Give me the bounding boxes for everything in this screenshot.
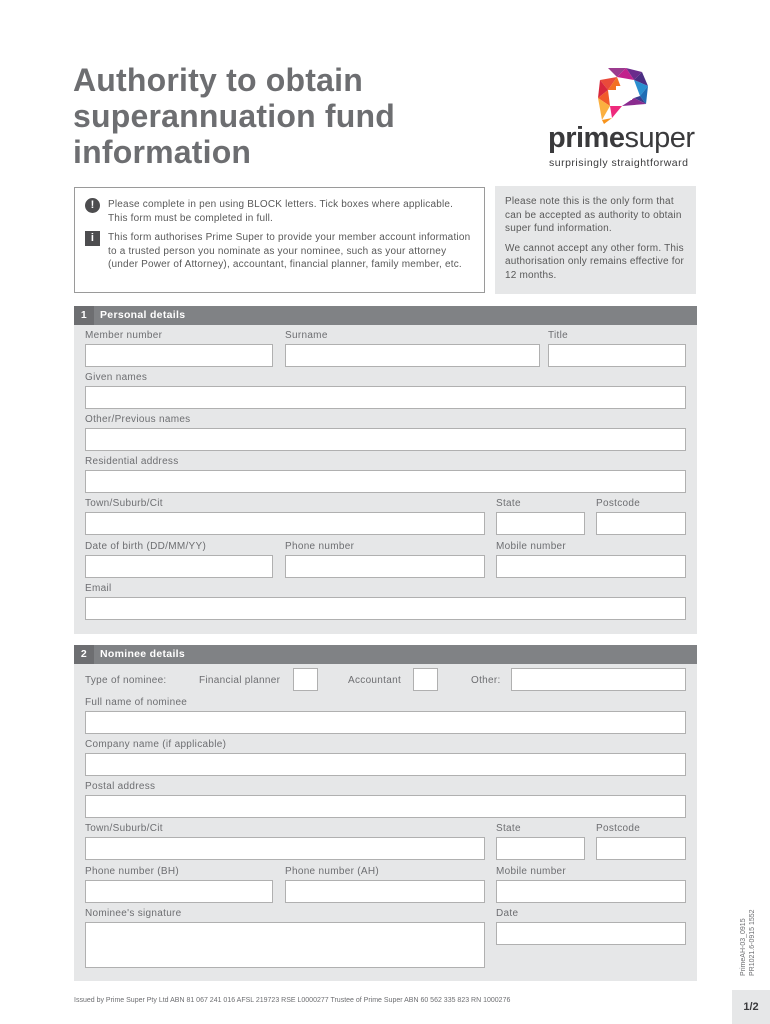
dob-label: Date of birth (DD/MM/YY) [85, 541, 207, 552]
date-label: Date [496, 908, 519, 919]
mobile-input[interactable] [496, 555, 686, 578]
nominee-name-input[interactable] [85, 711, 686, 734]
accountant-label: Accountant [348, 675, 402, 686]
exclamation-icon: ! [85, 198, 100, 213]
date-input[interactable] [496, 922, 686, 945]
other-input[interactable] [511, 668, 686, 691]
section-title: Personal details [100, 309, 186, 321]
issuer-footer: Issued by Prime Super Pty Ltd ABN 81 067 241 016 AFSL 219723 RSE L0000277 Trustee of Prime Super ABN 60 562 335 823 RN 1000276 [74, 997, 511, 1004]
dob-input[interactable] [85, 555, 273, 578]
section-number: 1 [74, 306, 94, 325]
phone-input[interactable] [285, 555, 485, 578]
instruction-text-1: Please complete in pen using BLOCK letters. Tick boxes where applicable. This form must be completed in full. [108, 199, 454, 224]
phone-bh-label: Phone number (BH) [85, 866, 180, 877]
section-number: 2 [74, 645, 94, 664]
nominee-mobile-label: Mobile number [496, 866, 567, 877]
other-names-input[interactable] [85, 428, 686, 451]
postal-address-input[interactable] [85, 795, 686, 818]
town-label: Town/Suburb/Cit [85, 498, 163, 509]
other-label: Other: [471, 675, 501, 686]
title-input[interactable] [548, 344, 686, 367]
nominee-mobile-input[interactable] [496, 880, 686, 903]
phone-ah-input[interactable] [285, 880, 485, 903]
email-label: Email [85, 583, 112, 594]
nominee-name-label: Full name of nominee [85, 697, 188, 708]
section-header-personal [74, 306, 697, 325]
company-input[interactable] [85, 753, 686, 776]
note-text-1: Please note this is the only form that can be accepted as authority to obtain super fund information. [505, 196, 682, 234]
nominee-type-label: Type of nominee: [85, 675, 167, 686]
residential-address-label: Residential address [85, 456, 179, 467]
nominee-state-input[interactable] [496, 837, 585, 860]
phone-ah-label: Phone number (AH) [285, 866, 380, 877]
surname-label: Surname [285, 330, 328, 341]
nominee-town-label: Town/Suburb/Cit [85, 823, 163, 834]
instruction-text-2: This form authorises Prime Super to provide your member account information to a trusted person you nominate as your nominee, such as your attorney (under Power of Attorney), accountant, financial planner, family member, etc. [108, 232, 471, 270]
postal-address-label: Postal address [85, 781, 156, 792]
member-number-input[interactable] [85, 344, 273, 367]
info-icon: i [85, 231, 100, 246]
personal-details-section [74, 306, 697, 634]
prime-super-logo [548, 68, 708, 172]
nominee-state-label: State [496, 823, 521, 834]
member-number-label: Member number [85, 330, 163, 341]
nominee-postcode-label: Postcode [596, 823, 641, 834]
title-label: Title [548, 330, 569, 341]
postcode-input[interactable] [596, 512, 686, 535]
phone-bh-input[interactable] [85, 880, 273, 903]
state-label: State [496, 498, 521, 509]
page-number: 1/2 [732, 990, 770, 1024]
important-note-panel [495, 186, 696, 294]
accountant-checkbox[interactable] [413, 668, 438, 691]
note-text-2: We cannot accept any other form. This authorisation only remains effective for 12 months. [505, 242, 685, 281]
other-names-label: Other/Previous names [85, 414, 191, 425]
company-label: Company name (if applicable) [85, 739, 227, 750]
financial-planner-checkbox[interactable] [293, 668, 318, 691]
email-input[interactable] [85, 597, 686, 620]
town-input[interactable] [85, 512, 485, 535]
section-header-nominee [74, 645, 697, 664]
phone-label: Phone number [285, 541, 355, 552]
state-input[interactable] [496, 512, 585, 535]
mobile-label: Mobile number [496, 541, 567, 552]
given-names-label: Given names [85, 372, 148, 383]
form-code-1: PrimeAH-03_0915 [740, 918, 747, 976]
nominee-postcode-input[interactable] [596, 837, 686, 860]
signature-box[interactable] [85, 922, 485, 968]
logo-mark-icon [598, 68, 648, 124]
instructions-box [74, 187, 485, 293]
postcode-label: Postcode [596, 498, 641, 509]
given-names-input[interactable] [85, 386, 686, 409]
residential-address-input[interactable] [85, 470, 686, 493]
form-code [739, 909, 757, 976]
nominee-town-input[interactable] [85, 837, 485, 860]
logo-wordmark: primesuper [548, 122, 695, 154]
financial-planner-label: Financial planner [199, 675, 281, 686]
nominee-details-section [74, 645, 697, 981]
section-title: Nominee details [100, 648, 186, 660]
logo-tagline: surprisingly straightforward [549, 157, 689, 169]
form-code-2: PR1021.6-0915 1552 [749, 909, 756, 976]
signature-label: Nominee's signature [85, 908, 182, 919]
page-title: Authority to obtain superannuation fund information [73, 62, 396, 170]
surname-input[interactable] [285, 344, 540, 367]
